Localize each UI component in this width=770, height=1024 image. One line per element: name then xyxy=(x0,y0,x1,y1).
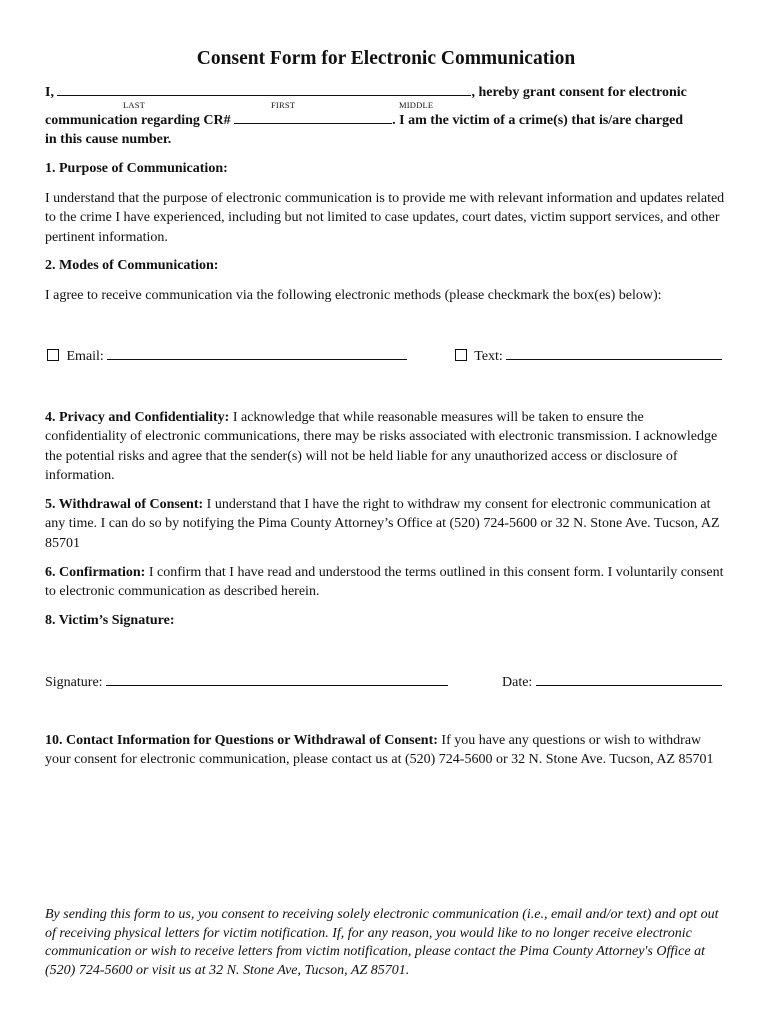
last-name-label: LAST xyxy=(123,100,146,110)
intro-line-3: in this cause number. xyxy=(45,132,172,147)
cr-number-suffix: . I am the victim of a crime(s) that is/are charged xyxy=(392,113,684,128)
middle-name-label: MIDDLE xyxy=(399,100,434,110)
text-checkbox[interactable] xyxy=(455,349,467,361)
victim-name-field[interactable] xyxy=(57,83,471,96)
section-4-body: I acknowledge that while reasonable measures will be taken to ensure the confidentiality of electronic communications, there may be risks associated with electronic transmission. I acknowledge the potential risks and agree that the sender(s) will not be held liable for any unauthorized access or disclosure of information. xyxy=(45,410,718,483)
section-8-heading: 8. Victim’s Signature: xyxy=(45,613,175,628)
section-1-heading: 1. Purpose of Communication: xyxy=(45,161,228,176)
section-10 xyxy=(45,731,727,770)
intro-suffix: , hereby grant consent for electronic xyxy=(471,85,687,100)
signature-row xyxy=(45,673,448,691)
signature-label: Signature: xyxy=(45,675,103,690)
cr-number-prefix: communication regarding CR# xyxy=(45,113,231,128)
date-row xyxy=(502,673,722,691)
section-6 xyxy=(45,563,727,602)
text-option xyxy=(455,347,722,365)
first-name-label: FIRST xyxy=(271,100,296,110)
section-2-body: I agree to receive communication via the following electronic methods (please checkmark the box(es) below): xyxy=(45,288,662,303)
email-option xyxy=(47,347,407,365)
date-field[interactable] xyxy=(536,673,722,686)
signature-field[interactable] xyxy=(106,673,448,686)
section-6-heading: 6. Confirmation: xyxy=(45,565,146,580)
section-4-heading: 4. Privacy and Confidentiality: xyxy=(45,410,230,425)
date-label: Date: xyxy=(502,675,533,690)
section-5 xyxy=(45,495,727,553)
email-label: Email: xyxy=(66,349,104,364)
text-label: Text: xyxy=(474,349,503,364)
section-1-body: I understand that the purpose of electronic communication is to provide me with relevant information and updates related to the crime I have experienced, including but not limited to case updates, court dates, victim support services, and other pertinent information. xyxy=(45,191,725,245)
section-5-body: I understand that I have the right to withdraw my consent for electronic communication at any time. I can do so by notifying the Pima County Attorney’s Office at (520) 724-5600 or 32 N. Stone Ave. Tucson, AZ 85701 xyxy=(45,497,720,551)
cr-number-field[interactable] xyxy=(234,111,392,124)
email-field[interactable] xyxy=(107,347,407,360)
intro-prefix: I, xyxy=(45,85,54,100)
section-10-body: If you have any questions or wish to withdraw your consent for electronic communication, please contact us at (520) 724-5600 or 32 N. Stone Ave. Tucson, AZ 85701 xyxy=(45,733,714,768)
section-4 xyxy=(45,408,727,485)
email-checkbox[interactable] xyxy=(47,349,59,361)
footer-note: By sending this form to us, you consent to receiving solely electronic communication (i.e., email and/or text) and opt out of receiving physical letters for victim notification. If, for any reason, you would like to no longer receive electronic communication or wish to receive letters from victim notification, please contact the Pima County Attorney's Office at (520) 724-5600 or visit us at 32 N. Stone Ave, Tucson, AZ 85701. xyxy=(45,907,719,978)
intro-line-2 xyxy=(45,111,683,130)
section-6-body: I confirm that I have read and understood the terms outlined in this consent form. I voluntarily consent to electronic communication as described herein. xyxy=(45,565,724,600)
form-title: Consent Form for Electronic Communication xyxy=(196,48,576,69)
section-2-heading: 2. Modes of Communication: xyxy=(45,258,219,273)
section-10-heading: 10. Contact Information for Questions or Withdrawal of Consent: xyxy=(45,733,438,748)
section-5-heading: 5. Withdrawal of Consent: xyxy=(45,497,204,512)
text-field[interactable] xyxy=(506,347,722,360)
